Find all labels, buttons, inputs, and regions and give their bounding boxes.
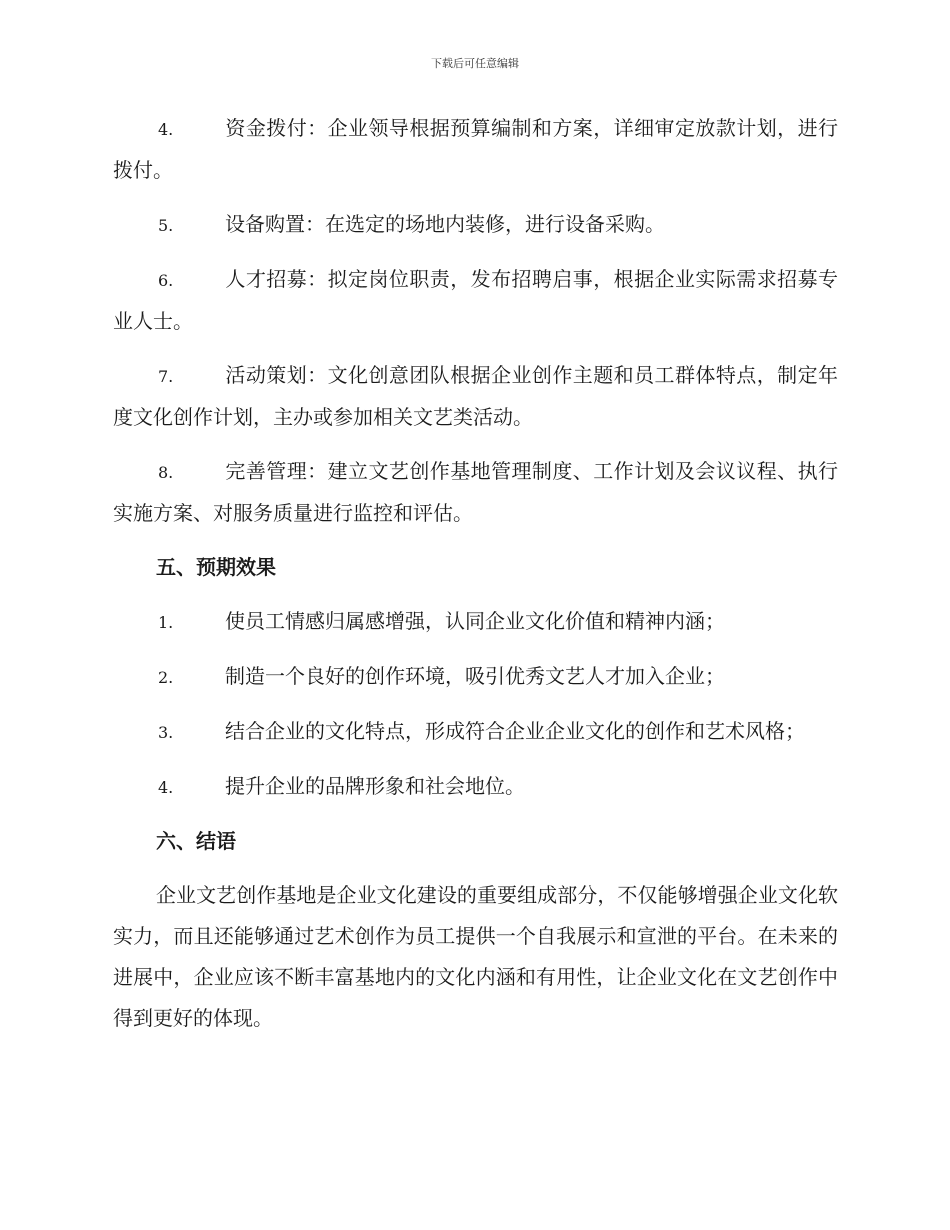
list-item <box>113 108 838 191</box>
list-item-number: 2. <box>158 668 174 687</box>
list-item-number: 3. <box>158 723 174 742</box>
document-body <box>113 108 838 1052</box>
list-item <box>113 204 838 246</box>
list-item <box>113 601 838 643</box>
list-item <box>113 656 838 698</box>
list-item <box>113 259 838 342</box>
section-heading-expected-effects: 五、预期效果 <box>156 555 276 579</box>
list-item-text: 提升企业的品牌形象和社会地位。 <box>225 774 525 798</box>
list-item-number: 4. <box>158 120 174 139</box>
list-item-number: 7. <box>158 367 174 386</box>
list-item-text: 活动策划：文化创意团队根据企业创作主题和员工群体特点，制定年度文化创作计划，主办或参加相关文艺类活动。 <box>113 363 838 429</box>
page-header: 下载后可任意编辑 <box>431 57 519 70</box>
list-item-text: 完善管理：建立文艺创作基地管理制度、工作计划及会议议程、执行实施方案、对服务质量进行监控和评估。 <box>113 459 838 525</box>
section-heading-conclusion: 六、结语 <box>156 829 236 853</box>
list-item-number: 5. <box>158 216 174 235</box>
list-item-number: 8. <box>158 463 174 482</box>
list-item <box>113 711 838 753</box>
list-item-text: 结合企业的文化特点，形成符合企业企业文化的创作和艺术风格； <box>225 719 805 743</box>
list-item-text: 制造一个良好的创作环境，吸引优秀文艺人才加入企业； <box>225 664 725 688</box>
list-item-text: 使员工情感归属感增强，认同企业文化价值和精神内涵； <box>225 609 725 633</box>
list-item <box>113 451 838 534</box>
conclusion-paragraph: 企业文艺创作基地是企业文化建设的重要组成部分，不仅能够增强企业文化软实力，而且还能够通过艺术创作为员工提供一个自我展示和宣泄的平台。在未来的进展中，企业应该不断丰富基地内的文化内涵和有用性，让企业文化在文艺创作中得到更好的体现。 <box>113 883 838 1030</box>
list-item-number: 4. <box>158 778 174 797</box>
list-item <box>113 355 838 438</box>
list-item <box>113 766 838 808</box>
list-item-text: 人才招募：拟定岗位职责，发布招聘启事，根据企业实际需求招募专业人士。 <box>113 267 838 333</box>
list-item-text: 设备购置：在选定的场地内装修，进行设备采购。 <box>225 212 665 236</box>
list-item-number: 1. <box>158 613 174 632</box>
list-item-number: 6. <box>158 271 174 290</box>
list-item-text: 资金拨付：企业领导根据预算编制和方案，详细审定放款计划，进行拨付。 <box>113 116 838 182</box>
